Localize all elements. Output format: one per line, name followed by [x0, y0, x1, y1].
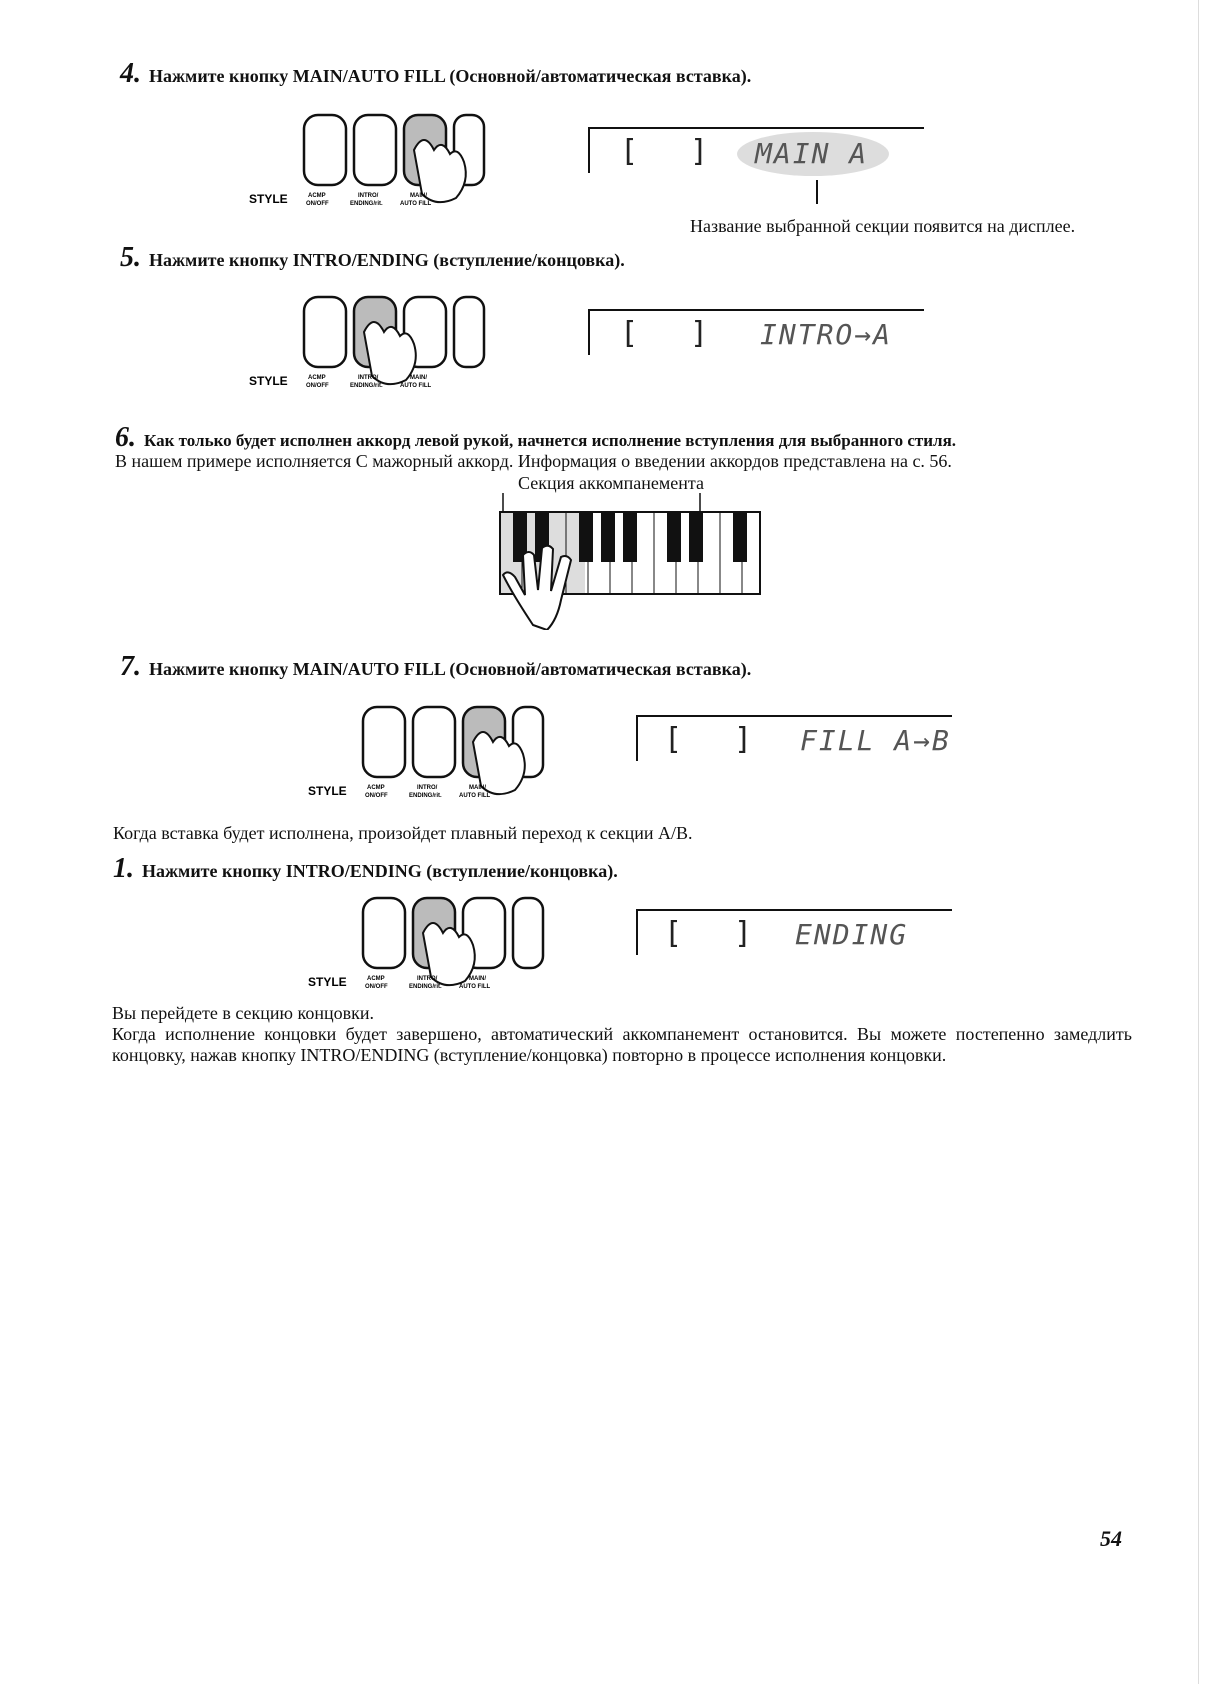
svg-text:AUTO FILL: AUTO FILL — [459, 793, 491, 799]
svg-text:ON/OFF: ON/OFF — [365, 793, 388, 799]
panel-buttons — [304, 115, 484, 202]
lcd-text-4: MAIN A — [755, 137, 869, 170]
step-8-heading: 1. Нажмите кнопку INTRO/ENDING (вступление/концовка). — [113, 853, 618, 884]
svg-text:ENDING/rit.: ENDING/rit. — [350, 201, 383, 207]
callout-line — [816, 180, 818, 204]
lcd-text-8: ENDING — [795, 918, 909, 951]
style-button-panel-8 — [303, 893, 583, 998]
lcd-bracket-close: ] — [690, 316, 709, 351]
svg-text:ON/OFF: ON/OFF — [365, 984, 388, 990]
step-4-heading: 4. Нажмите кнопку MAIN/AUTO FILL (Основной/автоматическая вставка). — [120, 58, 752, 89]
page-number: 54 — [1100, 1526, 1122, 1551]
lcd-text-7: FILL A→B — [800, 724, 951, 757]
svg-text:AUTO FILL: AUTO FILL — [400, 201, 432, 207]
svg-text:MAIN/: MAIN/ — [410, 375, 427, 381]
style-button-panel-5 — [244, 292, 524, 397]
svg-text:MAIN/: MAIN/ — [469, 785, 486, 791]
keyboard-illustration — [495, 490, 765, 630]
svg-text:ACMP: ACMP — [308, 375, 326, 381]
acmp-button[interactable] — [304, 115, 346, 185]
svg-text:ACMP: ACMP — [367, 785, 385, 791]
step-6-heading: 6. Как только будет исполнен аккорд левой рукой, начнется исполнение вступления для выбранного стиля. — [115, 422, 957, 453]
intro-ending-button[interactable] — [413, 707, 455, 777]
display-caption: Название выбранной секции появится на дисплее. — [690, 216, 1076, 236]
step-6-body: В нашем примере исполняется С мажорный аккорд. Информация о введении аккордов представлена на с. 56. — [115, 451, 952, 471]
svg-text:MAIN/: MAIN/ — [410, 193, 427, 199]
lcd-bracket-close: ] — [734, 722, 753, 757]
step-5-heading: 5. Нажмите кнопку INTRO/ENDING (вступление/концовка). — [120, 242, 625, 273]
svg-text:ENDING/rit.: ENDING/rit. — [409, 793, 442, 799]
svg-text:ON/OFF: ON/OFF — [306, 383, 329, 389]
lcd-bracket-close: ] — [690, 134, 709, 169]
svg-text:INTRO/: INTRO/ — [358, 375, 379, 381]
svg-text:MAIN/: MAIN/ — [469, 976, 486, 982]
style-label: STYLE — [308, 784, 347, 798]
svg-text:INTRO/: INTRO/ — [358, 193, 379, 199]
step-8-after-1: Вы перейдете в секцию концовки. — [112, 1003, 374, 1023]
svg-text:AUTO FILL: AUTO FILL — [400, 383, 432, 389]
lcd-bracket-open: [ — [620, 134, 639, 169]
svg-text:INTRO/: INTRO/ — [417, 785, 438, 791]
style-label: STYLE — [249, 374, 288, 388]
lcd-bracket-open: [ — [620, 316, 639, 351]
svg-text:ON/OFF: ON/OFF — [306, 201, 329, 207]
acmp-button[interactable] — [363, 707, 405, 777]
acmp-button[interactable] — [304, 297, 346, 367]
svg-text:ACMP: ACMP — [308, 193, 326, 199]
svg-text:INTRO/: INTRO/ — [417, 976, 438, 982]
svg-text:ENDING/rit.: ENDING/rit. — [409, 984, 442, 990]
style-label: STYLE — [249, 192, 288, 206]
step-8-after-2: Когда исполнение концовки будет завершено, автоматический аккомпанемент остановится. Вы можете постепенно замедлить концовку, нажав кнопку INTRO/ENDING (вступление/концовка) повторно в процессе исполнения концовки. — [112, 1024, 1132, 1065]
acmp-button[interactable] — [363, 898, 405, 968]
keyboard-label: Секция аккомпанемента — [518, 473, 704, 493]
style-label: STYLE — [308, 975, 347, 989]
page-edge — [1198, 0, 1199, 1684]
style-button-panel-7 — [303, 702, 583, 807]
step-7-after: Когда вставка будет исполнена, произойдет плавный переход к секции А/В. — [113, 823, 693, 843]
lcd-bracket-close: ] — [734, 916, 753, 951]
svg-text:ACMP: ACMP — [367, 976, 385, 982]
svg-text:AUTO FILL: AUTO FILL — [459, 984, 491, 990]
style-button-panel-4 — [244, 110, 524, 215]
intro-ending-button[interactable] — [354, 115, 396, 185]
extra-button[interactable] — [454, 297, 484, 367]
svg-text:ENDING/rit.: ENDING/rit. — [350, 383, 383, 389]
lcd-text-5: INTRO→A — [760, 318, 893, 351]
lcd-bracket-open: [ — [664, 916, 683, 951]
step-7-heading: 7. Нажмите кнопку MAIN/AUTO FILL (Основной/автоматическая вставка). — [120, 651, 752, 682]
lcd-bracket-open: [ — [664, 722, 683, 757]
extra-button[interactable] — [513, 898, 543, 968]
